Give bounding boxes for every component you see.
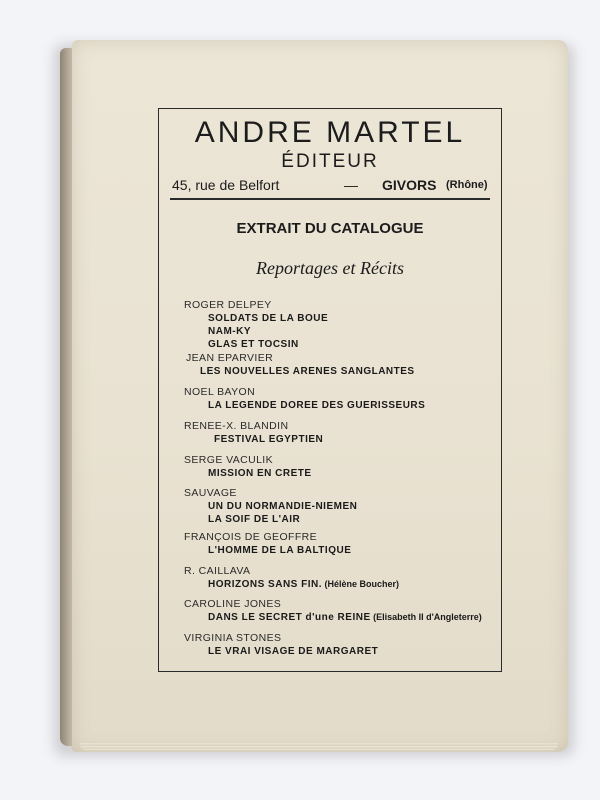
entry-note: (Elisabeth II d'Angleterre): [370, 612, 482, 622]
entry-author: CAROLINE JONES: [184, 598, 282, 610]
entry-title: UN DU NORMANDIE-NIEMEN: [208, 501, 358, 512]
entry-title: LA LEGENDE DOREE DES GUERISSEURS: [208, 400, 426, 411]
publisher-address: 45, rue de Belfort: [172, 177, 280, 193]
entry-title: FESTIVAL EGYPTIEN: [214, 434, 324, 445]
entry-title: MISSION EN CRETE: [208, 468, 312, 479]
entry-author: RENEE-X. BLANDIN: [184, 420, 289, 432]
entry-note: (Hélène Boucher): [322, 579, 400, 589]
entry-title: L'HOMME DE LA BALTIQUE: [208, 545, 352, 556]
entry-title: LA SOIF DE L'AIR: [208, 514, 301, 525]
entry-title: HORIZONS SANS FIN. (Hélène Boucher): [208, 579, 400, 590]
entry-author: NOEL BAYON: [184, 386, 256, 398]
catalog-heading: EXTRAIT DU CATALOGUE: [236, 220, 424, 237]
entry-author: SAUVAGE: [184, 487, 237, 499]
publisher-city: GIVORS: [382, 177, 437, 193]
entry-title: SOLDATS DE LA BOUE: [208, 313, 329, 324]
entry-title: GLAS ET TOCSIN: [208, 339, 299, 350]
entry-title: LE VRAI VISAGE DE MARGARET: [208, 646, 379, 657]
entry-author: R. CAILLAVA: [184, 565, 251, 577]
entry-author: FRANÇOIS DE GEOFFRE: [184, 531, 318, 543]
entry-title: NAM-KY: [208, 326, 251, 337]
publisher-name: ANDRE MARTEL: [194, 116, 466, 149]
entry-title: DANS LE SECRET d'une REINE (Elisabeth II d'Angleterre): [208, 612, 482, 623]
entry-author: JEAN EPARVIER: [186, 352, 274, 364]
entry-author: ROGER DELPEY: [184, 299, 272, 311]
section-heading: Reportages et Récits: [256, 258, 404, 278]
entry-title: LES NOUVELLES ARENES SANGLANTES: [200, 366, 415, 377]
publisher-region: (Rhône): [446, 179, 488, 191]
publisher-role: ÉDITEUR: [281, 151, 379, 172]
entry-author: SERGE VACULIK: [184, 454, 274, 466]
entry-author: VIRGINIA STONES: [184, 632, 282, 644]
address-separator: —: [344, 177, 358, 193]
